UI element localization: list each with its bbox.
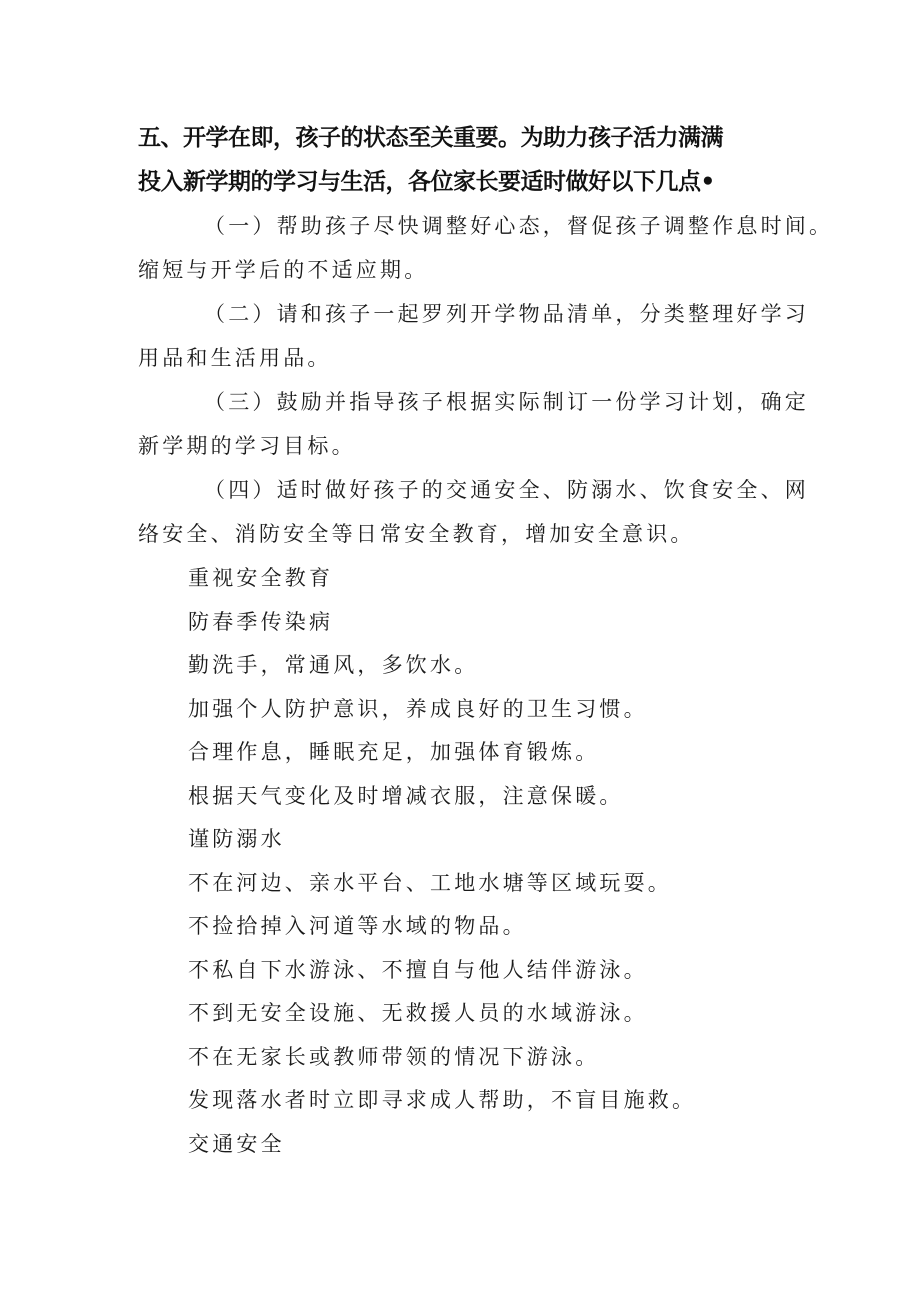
paragraph-3-line-1: （三）鼓励并指导孩子根据实际制订一份学习计划，确定 bbox=[204, 390, 809, 414]
list-item: 合理作息，睡眠充足，加强体育锻炼。 bbox=[188, 740, 600, 764]
list-item: 根据天气变化及时增减衣服，注意保暖。 bbox=[188, 784, 624, 808]
paragraph-2-line-2: 用品和生活用品。 bbox=[138, 346, 332, 370]
list-item-heading-drowning-prevention: 谨防溺水 bbox=[188, 827, 285, 851]
list-item-heading-spring-disease: 防春季传染病 bbox=[188, 610, 334, 634]
section-heading-line-2: 投入新学期的学习与生活，各位家长要适时做好以下几点• bbox=[138, 169, 715, 195]
list-item: 加强个人防护意识，养成良好的卫生习惯。 bbox=[188, 697, 648, 721]
list-item: 不在无家长或教师带领的情况下游泳。 bbox=[188, 1045, 600, 1069]
section-heading-line-1: 五、开学在即，孩子的状态至关重要。为助力孩子活力满满 bbox=[138, 125, 723, 151]
paragraph-4-line-2: 络安全、消防安全等日常安全教育，增加安全意识。 bbox=[138, 522, 695, 546]
list-item: 不在河边、亲水平台、工地水塘等区域玩耍。 bbox=[188, 871, 672, 895]
list-item: 勤洗手，常通风，多饮水。 bbox=[188, 653, 479, 677]
paragraph-2-line-1: （二）请和孩子一起罗列开学物品清单，分类整理好学习 bbox=[204, 302, 809, 326]
paragraph-1-line-1: （一）帮助孩子尽快调整好心态，督促孩子调整作息时间。 bbox=[204, 214, 834, 238]
list-item: 不捡拾掉入河道等水域的物品。 bbox=[188, 914, 527, 938]
list-item-heading-traffic-safety: 交通安全 bbox=[188, 1132, 285, 1156]
paragraph-3-line-2: 新学期的学习目标。 bbox=[138, 434, 356, 458]
list-item: 发现落水者时立即寻求成人帮助，不盲目施救。 bbox=[188, 1088, 697, 1112]
paragraph-1-line-2: 缩短与开学后的不适应期。 bbox=[138, 258, 429, 282]
paragraph-4-line-1: （四）适时做好孩子的交通安全、防溺水、饮食安全、网 bbox=[204, 478, 809, 502]
list-item: 不到无安全设施、无救援人员的水域游泳。 bbox=[188, 1001, 648, 1025]
list-item: 不私自下水游泳、不擅自与他人结伴游泳。 bbox=[188, 958, 648, 982]
list-item-heading-safety-education: 重视安全教育 bbox=[188, 566, 334, 590]
